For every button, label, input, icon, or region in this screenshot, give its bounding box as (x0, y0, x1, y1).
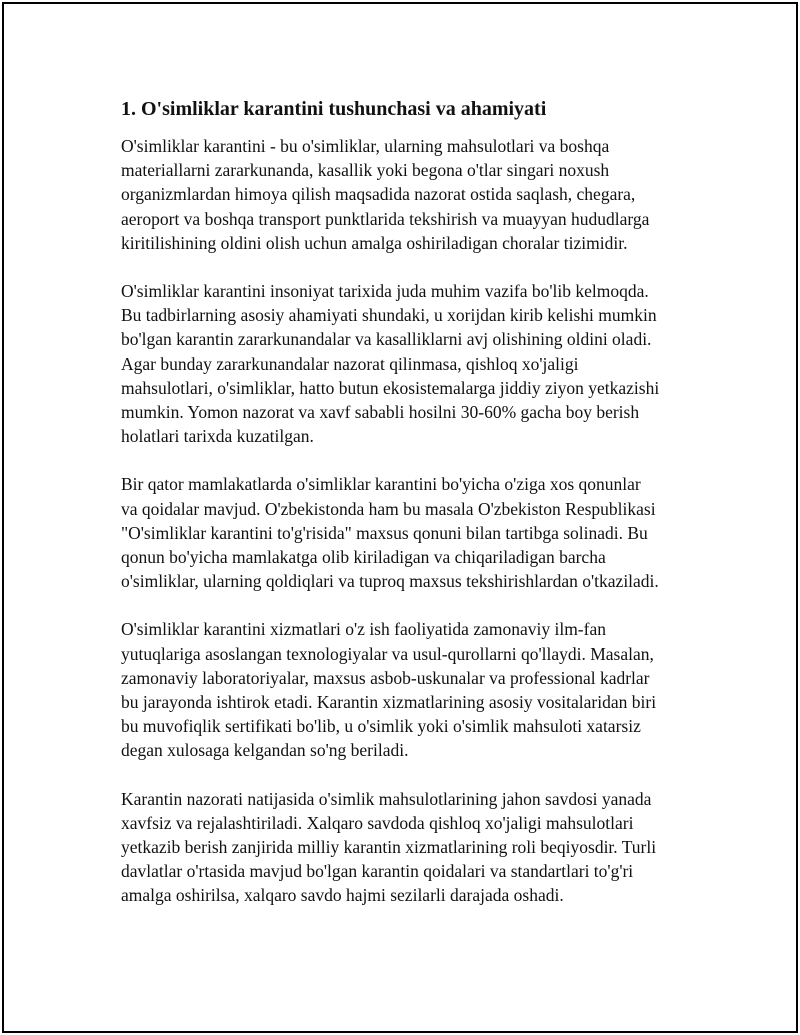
text-line: holatlari tarixda kuzatilgan. (121, 426, 314, 447)
text-line: zamonaviy laboratoriyalar, maxsus asbob-uskunalar va professional kadrlar (121, 667, 650, 688)
document-body (121, 96, 696, 932)
text-line: yetkazib berish zanjirida milliy karantin xizmatlarining roli beqiyosdir. Turli (121, 837, 657, 858)
page-frame (2, 2, 798, 1033)
text-line: yutuqlariga asoslangan texnologiyalar va usul-qurollarni qo'llaydi. Masalan, (121, 643, 654, 664)
text-line: bu muvofiqlik sertifikati bo'lib, u o'simlik yoki o'simlik mahsuloti xatarsiz (121, 716, 641, 737)
text-line: mumkin. Yomon nazorat va xavf sababli hosilni 30-60% gacha boy berish (121, 402, 640, 423)
text-line: aeroport va boshqa transport punktlarida tekshirish va muayyan hududlarga (121, 208, 650, 229)
paragraph-trade (121, 787, 696, 908)
paragraph-services (121, 617, 696, 762)
text-line: davlatlar o'rtasida mavjud bo'lgan karantin qoidalari va standartlari to'g'ri (121, 861, 634, 882)
text-line: bu jarayonda ishtirok etadi. Karantin xizmatlarining asosiy vositalaridan biri (121, 692, 657, 713)
paragraph-importance (121, 279, 696, 448)
text-line: mahsulotlari, o'simliklar, hatto butun ekosistemalarga jiddiy ziyon yetkazishi (121, 377, 660, 398)
text-line: Karantin nazorati natijasida o'simlik mahsulotlarining jahon savdosi yanada (121, 788, 652, 809)
text-line: o'simliklar, ularning qoldiqlari va tuproq maxsus tekshirishlardan o'tkaziladi. (121, 571, 659, 592)
text-line: organizmlardan himoya qilish maqsadida nazorat ostida saqlash, chegara, (121, 184, 636, 205)
text-line: O'simliklar karantini xizmatlari o'z ish faoliyatida zamonaviy ilm-fan (121, 619, 606, 640)
text-line: O'simliklar karantini - bu o'simliklar, ularning mahsulotlari va boshqa (121, 136, 610, 156)
paragraph-definition (121, 134, 696, 255)
text-line: degan xulosaga kelgandan so'ng beriladi. (121, 740, 409, 761)
text-line: xavfsiz va rejalashtiriladi. Xalqaro savdoda qishloq xo'jaligi mahsulotlari (121, 812, 634, 833)
text-line: Bu tadbirlarning asosiy ahamiyati shundaki, u xorijdan kirib kelishi mumkin (121, 305, 657, 326)
section-heading: 1. O'simliklar karantini tushunchasi va ahamiyati (121, 98, 547, 120)
text-line: Agar bunday zararkunandalar nazorat qilinmasa, qishloq xo'jaligi (121, 353, 579, 374)
text-line: kiritilishining oldini olish uchun amalga oshiriladigan choralar tizimidir. (121, 232, 628, 253)
text-line: qonun bo'yicha mamlakatga olib kiriladigan va chiqariladigan barcha (121, 547, 606, 568)
text-line: va qoidalar mavjud. O'zbekistonda ham bu masala O'zbekiston Respublikasi (121, 498, 656, 519)
text-line: amalga oshirilsa, xalqaro savdo hajmi sezilarli darajada oshadi. (121, 885, 564, 906)
text-line: bo'lgan karantin zararkunandalar va kasalliklarni avj olishining oldini oladi. (121, 329, 652, 350)
paragraph-legislation (121, 472, 696, 593)
text-line: O'simliklar karantini insoniyat tarixida juda muhim vazifa bo'lib kelmoqda. (121, 281, 649, 302)
text-line: "O'simliklar karantini to'g'risida" maxsus qonuni bilan tartibga solinadi. Bu (121, 522, 648, 543)
text-line: materiallarni zararkunanda, kasallik yoki begona o'tlar singari noxush (121, 160, 610, 181)
text-line: Bir qator mamlakatlarda o'simliklar karantini bo'yicha o'ziga xos qonunlar (121, 474, 641, 495)
